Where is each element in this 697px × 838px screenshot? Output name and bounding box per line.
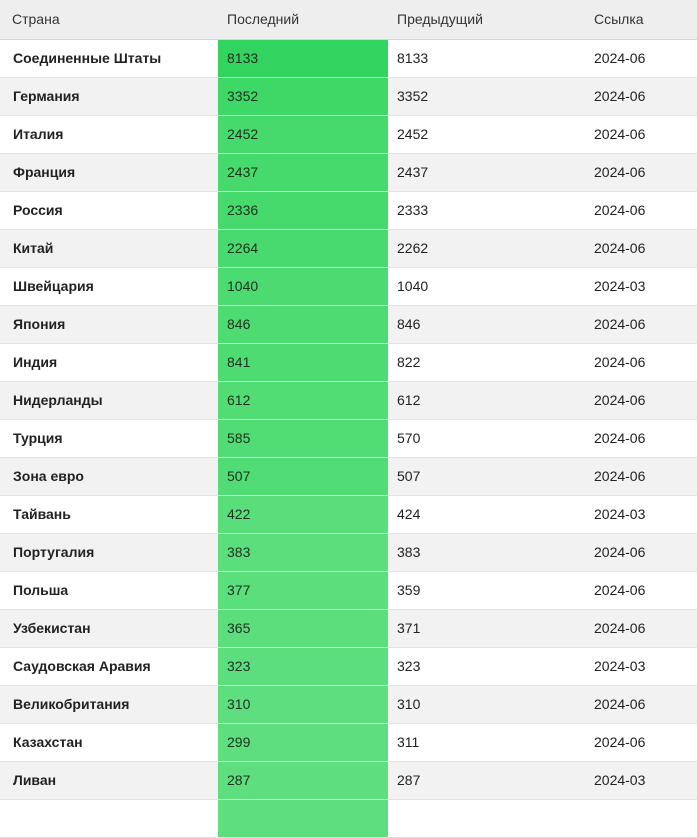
reference-date-cell: 2024-06: [584, 343, 697, 381]
table-row[interactable]: [0, 229, 697, 267]
latest-value-cell: 383: [218, 533, 388, 571]
previous-value-cell: 846: [388, 305, 584, 343]
previous-value-cell: 424: [388, 495, 584, 533]
header-latest[interactable]: Последний: [218, 0, 388, 39]
reference-date-cell: 2024-06: [584, 381, 697, 419]
reference-date-cell: 2024-06: [584, 685, 697, 723]
reference-date-cell: 2024-06: [584, 229, 697, 267]
previous-value-cell: 311: [388, 723, 584, 761]
header-previous[interactable]: Предыдущий: [388, 0, 584, 39]
country-cell[interactable]: Франция: [0, 153, 218, 191]
latest-value-cell: 1040: [218, 267, 388, 305]
latest-value-cell: 422: [218, 495, 388, 533]
reference-date-cell: 2024-06: [584, 153, 697, 191]
previous-value-cell: 323: [388, 647, 584, 685]
reference-date-cell: [584, 799, 697, 837]
reference-date-cell: 2024-03: [584, 647, 697, 685]
table-row[interactable]: [0, 495, 697, 533]
table-row[interactable]: [0, 115, 697, 153]
latest-value-cell: 612: [218, 381, 388, 419]
header-reference[interactable]: Ссылка: [584, 0, 697, 39]
table-row[interactable]: [0, 419, 697, 457]
reference-date-cell: 2024-03: [584, 761, 697, 799]
country-cell[interactable]: [0, 799, 218, 837]
country-cell[interactable]: Великобритания: [0, 685, 218, 723]
previous-value-cell: 2437: [388, 153, 584, 191]
previous-value-cell: 2262: [388, 229, 584, 267]
latest-value-cell: 365: [218, 609, 388, 647]
reference-date-cell: 2024-06: [584, 457, 697, 495]
latest-value-cell: 377: [218, 571, 388, 609]
reference-date-cell: 2024-06: [584, 77, 697, 115]
country-cell[interactable]: Нидерланды: [0, 381, 218, 419]
latest-value-cell: 287: [218, 761, 388, 799]
latest-value-cell: 2264: [218, 229, 388, 267]
reference-date-cell: 2024-06: [584, 115, 697, 153]
table-row[interactable]: [0, 571, 697, 609]
table-body: [0, 39, 697, 837]
country-cell[interactable]: Соединенные Штаты: [0, 39, 218, 77]
previous-value-cell: 3352: [388, 77, 584, 115]
previous-value-cell: 570: [388, 419, 584, 457]
reference-date-cell: 2024-06: [584, 191, 697, 229]
table-row[interactable]: [0, 457, 697, 495]
table-header: [0, 0, 697, 39]
reference-date-cell: 2024-06: [584, 571, 697, 609]
table-row[interactable]: [0, 39, 697, 77]
latest-value-cell: 3352: [218, 77, 388, 115]
previous-value-cell: 1040: [388, 267, 584, 305]
country-cell[interactable]: Казахстан: [0, 723, 218, 761]
reference-date-cell: 2024-06: [584, 419, 697, 457]
country-cell[interactable]: Саудовская Аравия: [0, 647, 218, 685]
country-cell[interactable]: Португалия: [0, 533, 218, 571]
previous-value-cell: 8133: [388, 39, 584, 77]
table-row[interactable]: [0, 267, 697, 305]
table-row[interactable]: [0, 533, 697, 571]
country-cell[interactable]: Швейцария: [0, 267, 218, 305]
previous-value-cell: [388, 799, 584, 837]
previous-value-cell: 612: [388, 381, 584, 419]
previous-value-cell: 2333: [388, 191, 584, 229]
table-row[interactable]: [0, 191, 697, 229]
table-row[interactable]: [0, 77, 697, 115]
previous-value-cell: 383: [388, 533, 584, 571]
country-cell[interactable]: Тайвань: [0, 495, 218, 533]
reference-date-cell: 2024-06: [584, 723, 697, 761]
latest-value-cell: 507: [218, 457, 388, 495]
header-row: [0, 0, 697, 39]
previous-value-cell: 359: [388, 571, 584, 609]
country-cell[interactable]: Зона евро: [0, 457, 218, 495]
latest-value-cell: [218, 799, 388, 837]
header-country[interactable]: Страна: [0, 0, 218, 39]
country-cell[interactable]: Турция: [0, 419, 218, 457]
latest-value-cell: 2336: [218, 191, 388, 229]
previous-value-cell: 371: [388, 609, 584, 647]
country-cell[interactable]: Италия: [0, 115, 218, 153]
latest-value-cell: 310: [218, 685, 388, 723]
country-cell[interactable]: Ливан: [0, 761, 218, 799]
reference-date-cell: 2024-03: [584, 495, 697, 533]
table-row[interactable]: [0, 305, 697, 343]
table-row[interactable]: [0, 153, 697, 191]
table-row[interactable]: [0, 609, 697, 647]
latest-value-cell: 2437: [218, 153, 388, 191]
previous-value-cell: 822: [388, 343, 584, 381]
country-cell[interactable]: Россия: [0, 191, 218, 229]
reference-date-cell: 2024-03: [584, 267, 697, 305]
latest-value-cell: 299: [218, 723, 388, 761]
table-row[interactable]: [0, 761, 697, 799]
latest-value-cell: 8133: [218, 39, 388, 77]
latest-value-cell: 2452: [218, 115, 388, 153]
latest-value-cell: 841: [218, 343, 388, 381]
country-cell[interactable]: Япония: [0, 305, 218, 343]
latest-value-cell: 585: [218, 419, 388, 457]
table-row[interactable]: [0, 647, 697, 685]
previous-value-cell: 287: [388, 761, 584, 799]
table-row[interactable]: [0, 343, 697, 381]
reference-date-cell: 2024-06: [584, 533, 697, 571]
table-row[interactable]: [0, 685, 697, 723]
country-cell[interactable]: Польша: [0, 571, 218, 609]
country-cell[interactable]: Германия: [0, 77, 218, 115]
latest-value-cell: 323: [218, 647, 388, 685]
table-row[interactable]: [0, 799, 697, 837]
reference-date-cell: 2024-06: [584, 305, 697, 343]
previous-value-cell: 507: [388, 457, 584, 495]
previous-value-cell: 2452: [388, 115, 584, 153]
latest-value-cell: 846: [218, 305, 388, 343]
reference-date-cell: 2024-06: [584, 609, 697, 647]
previous-value-cell: 310: [388, 685, 584, 723]
table-row[interactable]: [0, 723, 697, 761]
reference-date-cell: 2024-06: [584, 39, 697, 77]
country-cell[interactable]: Индия: [0, 343, 218, 381]
country-cell[interactable]: Узбекистан: [0, 609, 218, 647]
country-cell[interactable]: Китай: [0, 229, 218, 267]
table-row[interactable]: [0, 381, 697, 419]
